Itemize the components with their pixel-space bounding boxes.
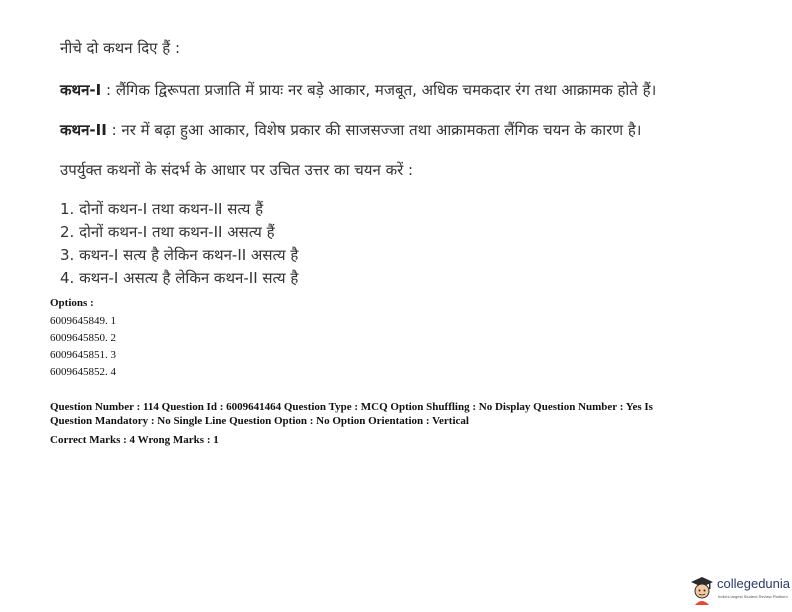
- choice-2: 2. दोनों कथन-I तथा कथन-II असत्य हैं: [60, 223, 275, 241]
- graduate-mascot-icon: [688, 574, 716, 606]
- option-item: 6009645849. 1: [50, 315, 116, 327]
- collegedunia-logo: [688, 572, 791, 608]
- logo-wordmark: collegedunia: [717, 576, 791, 591]
- question-intro: नीचे दो कथन दिए हैं :: [60, 39, 181, 57]
- option-item: 6009645852. 4: [50, 366, 116, 378]
- statement-2-label: कथन-II: [60, 121, 107, 139]
- choice-1: 1. दोनों कथन-I तथा कथन-II सत्य हैं: [60, 200, 264, 218]
- option-item: 6009645851. 3: [50, 349, 116, 361]
- logo-tagline: India's largest Student Review Platform: [718, 594, 788, 599]
- statement-1-text: : लैंगिक द्विरूपता प्रजाति में प्रायः नर बड़े आकार, मजबूत, अधिक चमकदार रंग तथा आक्रामक होते हैं।: [106, 81, 657, 99]
- meta-line-1: Question Number : 114 Question Id : 6009641464 Question Type : MCQ Option Shuffling : No Display Question Number : Yes Is: [50, 401, 653, 413]
- statement-1: [60, 80, 656, 100]
- options-heading: Options :: [50, 297, 94, 309]
- option-item: 6009645850. 2: [50, 332, 116, 344]
- choice-4: 4. कथन-I असत्य है लेकिन कथन-II सत्य है: [60, 269, 299, 287]
- statement-1-label: कथन-I: [60, 81, 102, 99]
- statement-2-text: : नर में बढ़ा हुआ आकार, विशेष प्रकार की साजसज्जा तथा आक्रामकता लैंगिक चयन के कारण है।: [111, 121, 642, 139]
- meta-line-3: Correct Marks : 4 Wrong Marks : 1: [50, 434, 219, 446]
- statement-2: [60, 120, 641, 140]
- question-instruction: उपर्युक्त कथनों के संदर्भ के आधार पर उचित उत्तर का चयन करें :: [60, 161, 414, 179]
- meta-line-2: Question Mandatory : No Single Line Question Option : No Option Orientation : Vertical: [50, 415, 469, 427]
- choice-3: 3. कथन-I सत्य है लेकिन कथन-II असत्य है: [60, 246, 299, 264]
